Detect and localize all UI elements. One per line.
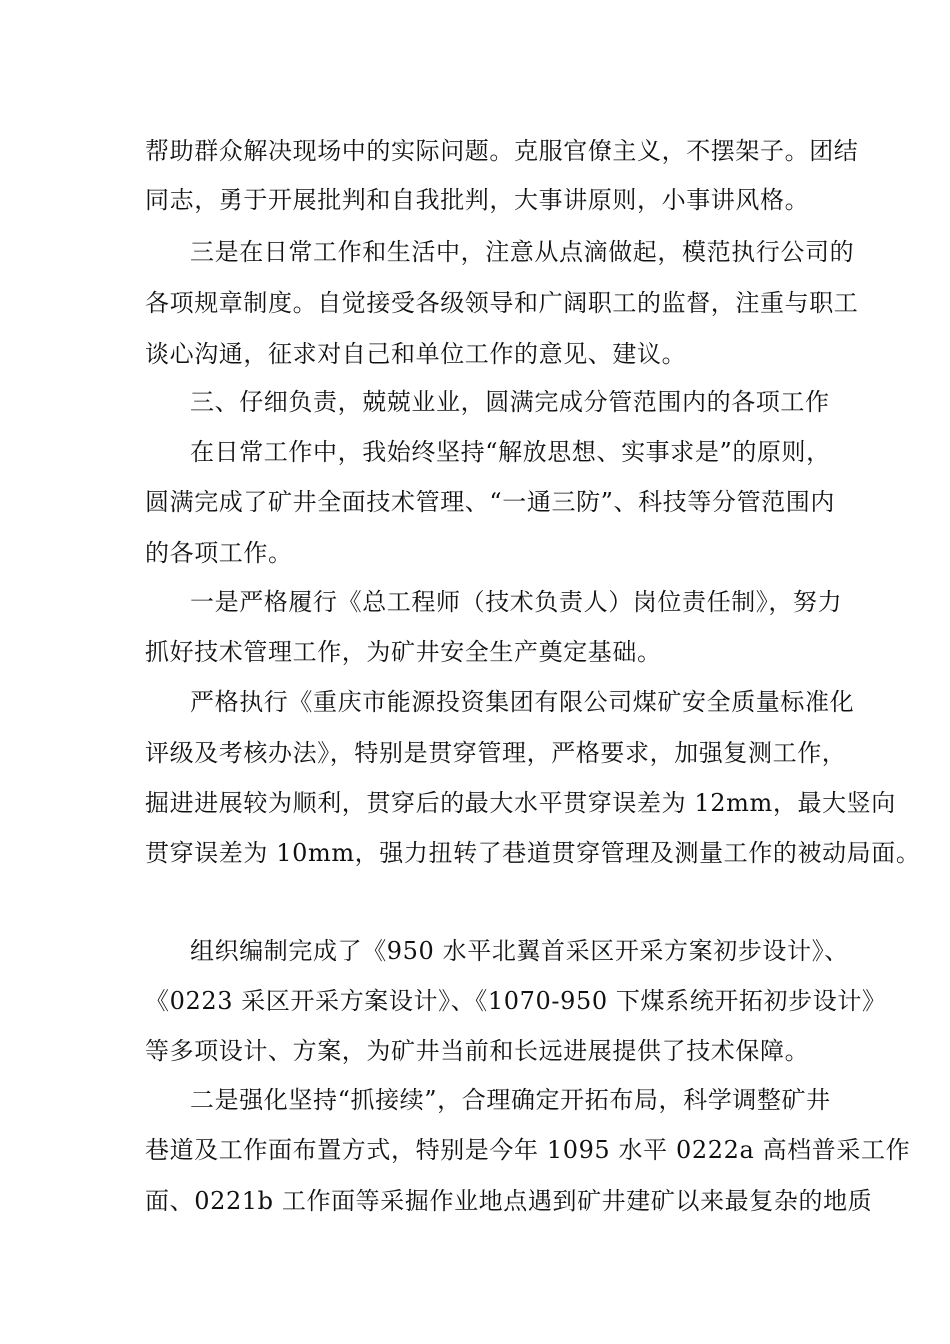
text-line: 同志，勇于开展批判和自我批判，大事讲原则，小事讲风格。 bbox=[145, 186, 810, 214]
text-line: 谈心沟通，征求对自己和单位工作的意见、建议。 bbox=[145, 340, 687, 368]
text-line: 二是强化坚持“抓接续”，合理确定开拓布局，科学调整矿井 bbox=[190, 1086, 831, 1114]
text-line: 评级及考核办法》，特别是贯穿管理，严格要求，加强复测工作， bbox=[145, 739, 847, 767]
text-line: 三是在日常工作和生活中，注意从点滴做起，模范执行公司的 bbox=[190, 238, 855, 266]
text-line: 的各项工作。 bbox=[145, 539, 293, 567]
text-line: 在日常工作中，我始终坚持“解放思想、实事求是”的原则， bbox=[190, 438, 831, 466]
section-heading: 三、仔细负责，兢兢业业，圆满完成分管范围内的各项工作 bbox=[190, 388, 830, 416]
text-line: 圆满完成了矿井全面技术管理、“一通三防”、科技等分管范围内 bbox=[145, 488, 835, 516]
text-line: 帮助群众解决现场中的实际问题。克服官僚主义，不摆架子。团结 bbox=[145, 137, 859, 165]
text-line: 等多项设计、方案，为矿井当前和长远进展提供了技术保障。 bbox=[145, 1037, 810, 1065]
text-line: 掘进进展较为顺利，贯穿后的最大水平贯穿误差为 12mm，最大竖向 bbox=[145, 789, 896, 817]
text-line: 一是严格履行《总工程师（技术负责人）岗位责任制》，努力 bbox=[190, 588, 843, 616]
text-line: 贯穿误差为 10mm，强力扭转了巷道贯穿管理及测量工作的被动局面。 bbox=[145, 839, 921, 867]
text-line: 《0223 采区开采方案设计》、《1070-950 下煤系统开拓初步设计》 bbox=[145, 987, 887, 1015]
text-line: 各项规章制度。自觉接受各级领导和广阔职工的监督，注重与职工 bbox=[145, 289, 859, 317]
text-line: 面、0221b 工作面等采掘作业地点遇到矿井建矿以来最复杂的地质 bbox=[145, 1187, 873, 1215]
text-line: 抓好技术管理工作，为矿井安全生产奠定基础。 bbox=[145, 638, 662, 666]
text-line: 严格执行《重庆市能源投资集团有限公司煤矿安全质量标准化 bbox=[190, 688, 855, 716]
text-line: 巷道及工作面布置方式，特别是今年 1095 水平 0222a 高档普采工作 bbox=[145, 1136, 911, 1164]
text-line: 组织编制完成了《950 水平北翼首采区开采方案初步设计》、 bbox=[190, 937, 849, 965]
